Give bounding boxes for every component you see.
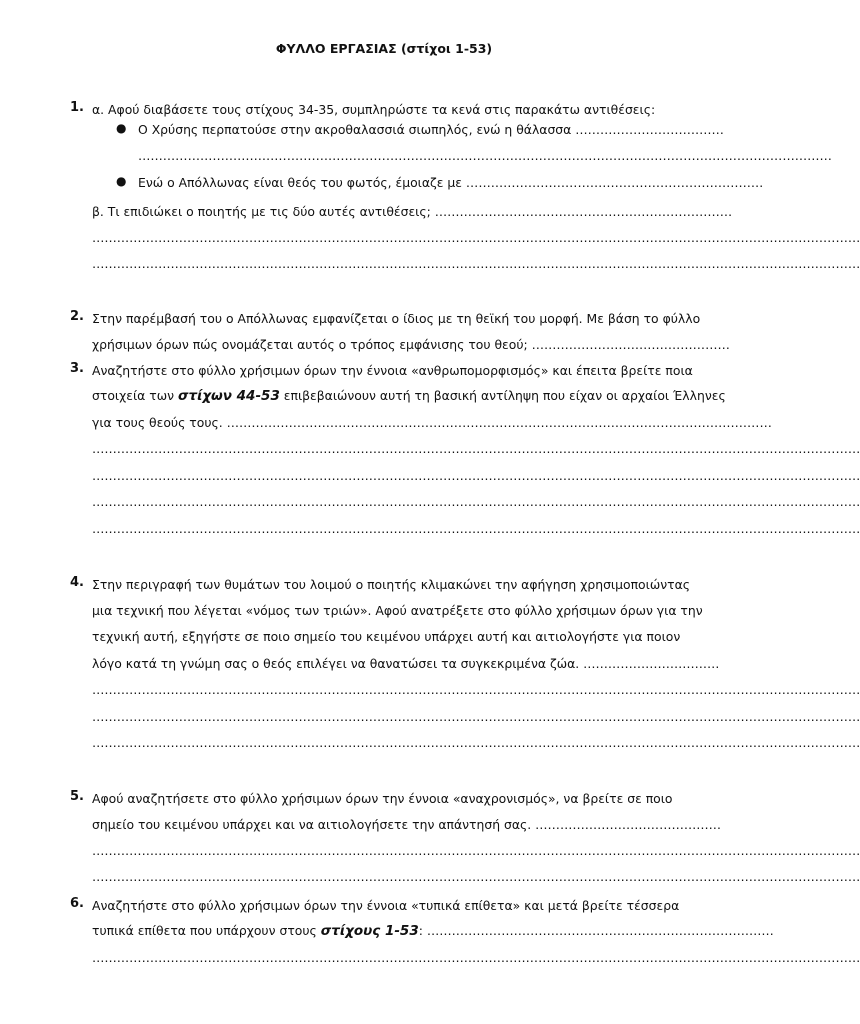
question-3 bbox=[70, 361, 860, 541]
bullet-icon: ● bbox=[116, 174, 127, 188]
answer-line[interactable]: …………………………………………………………………………………………………………………………………………………………………… bbox=[92, 230, 860, 245]
question-2 bbox=[70, 309, 730, 359]
answer-line[interactable]: …………………………………………………………………………………………………………………………………………………………………… bbox=[92, 950, 860, 965]
question-text bbox=[92, 388, 726, 404]
question-text: χρήσιμων όρων πώς ονομάζεται αυτός ο τρόπος εμφάνισης του θεού; ………………………………………… bbox=[92, 337, 730, 352]
question-text: β. Τι επιδιώκει ο ποιητής με τις δύο αυτές αντιθέσεις; ……………………………………………………………… bbox=[92, 204, 733, 219]
question-text: σημείο του κειμένου υπάρχει και να αιτιολογήσετε την απάντησή σας. ……………………………………… bbox=[92, 817, 722, 832]
question-number: 5. bbox=[70, 789, 84, 804]
answer-line[interactable]: …………………………………………………………………………………………………………………………………………………………………… bbox=[92, 843, 860, 858]
question-text: α. Αφού διαβάσετε τους στίχους 34-35, συμπληρώστε τα κενά στις παρακάτω αντιθέσεις: bbox=[92, 102, 656, 117]
answer-line[interactable]: …………………………………………………………………………………………………………………………………………………………………… bbox=[92, 709, 860, 724]
question-text: Στην περιγραφή των θυμάτων του λοιμού ο ποιητής κλιμακώνει την αφήγηση χρησιμοποιώντας bbox=[92, 577, 691, 592]
question-number: 1. bbox=[70, 100, 84, 115]
verse-reference: στίχους 1-53 bbox=[320, 923, 419, 939]
question-5 bbox=[70, 789, 860, 889]
question-text: μια τεχνική που λέγεται «νόμος των τριών». Αφού ανατρέξετε στο φύλλο χρήσιμων όρων για την bbox=[92, 603, 703, 618]
question-text bbox=[92, 923, 774, 939]
question-number: 4. bbox=[70, 575, 84, 590]
question-text: Αφού αναζητήσετε στο φύλλο χρήσιμων όρων την έννοια «αναχρονισμός», να βρείτε σε ποιο bbox=[92, 791, 673, 806]
answer-line[interactable]: …………………………………………………………………………………………………………………………………………………………………… bbox=[92, 521, 860, 536]
answer-line[interactable]: …………………………………………………………………………………………………………………………………………………………………… bbox=[92, 869, 860, 884]
answer-line[interactable]: …………………………………………………………………………………………………………………………………………………………………… bbox=[92, 441, 860, 456]
answer-line[interactable]: …………………………………………………………………………………………………………………………………………………………………… bbox=[92, 256, 860, 271]
question-text-part: επιβεβαιώνουν αυτή τη βασική αντίληψη που είχαν οι αρχαίοι Έλληνες bbox=[279, 388, 726, 403]
question-4 bbox=[70, 575, 860, 755]
question-text-part: στοιχεία των bbox=[92, 388, 178, 403]
answer-line[interactable]: …………………………………………………………………………………………………………………………………………………………………… bbox=[92, 682, 860, 697]
question-number: 2. bbox=[70, 309, 84, 324]
question-number: 3. bbox=[70, 361, 84, 376]
page-title: ΦΥΛΛΟ ΕΡΓΑΣΙΑΣ (στίχοι 1-53) bbox=[275, 41, 493, 56]
question-text: Αναζητήστε στο φύλλο χρήσιμων όρων την έννοια «ανθρωπομορφισμός» και έπειτα βρείτε ποια bbox=[92, 363, 693, 378]
question-1 bbox=[70, 100, 860, 280]
bullet-text: Ο Χρύσης περπατούσε στην ακροθαλασσιά σιωπηλός, ενώ η θάλασσα ……………………………… bbox=[138, 122, 724, 137]
answer-line[interactable]: …………………………………………………………………………………………………………………………………………………………………… bbox=[92, 735, 860, 750]
answer-line[interactable]: …………………………………………………………………………………………………………………………………………………………………… bbox=[92, 494, 860, 509]
question-text-part: τυπικά επίθετα που υπάρχουν στους bbox=[92, 923, 321, 938]
question-text: για τους θεούς τους. …………………………………………………………………………………………………………………… bbox=[92, 415, 772, 430]
answer-line[interactable]: …………………………………………………………………………………………………………………………………………………… bbox=[138, 148, 832, 163]
question-6 bbox=[70, 896, 860, 976]
answer-line[interactable]: …………………………………………………………………………………………………………………………………………………………………… bbox=[92, 468, 860, 483]
question-text: Στην παρέμβασή του ο Απόλλωνας εμφανίζεται ο ίδιος με τη θεϊκή του μορφή. Με βάση το φύλλο bbox=[92, 311, 701, 326]
question-text: τεχνική αυτή, εξηγήστε σε ποιο σημείο του κειμένου υπάρχει αυτή και αιτιολογήστε για ποιον bbox=[92, 629, 681, 644]
bullet-text: Ενώ ο Απόλλωνας είναι θεός του φωτός, έμοιαζε με ……………………………………………………………… bbox=[138, 175, 764, 190]
question-text: Αναζητήστε στο φύλλο χρήσιμων όρων την έννοια «τυπικά επίθετα» και μετά βρείτε τέσσερα bbox=[92, 898, 680, 913]
question-text-part: : ………………………………………………………………………… bbox=[418, 923, 774, 938]
bullet-icon: ● bbox=[116, 121, 127, 135]
question-text: λόγο κατά τη γνώμη σας ο θεός επιλέγει να θανατώσει τα συγκεκριμένα ζώα. …………………………… bbox=[92, 656, 720, 671]
question-number: 6. bbox=[70, 896, 84, 911]
verse-reference: στίχων 44-53 bbox=[177, 388, 280, 404]
